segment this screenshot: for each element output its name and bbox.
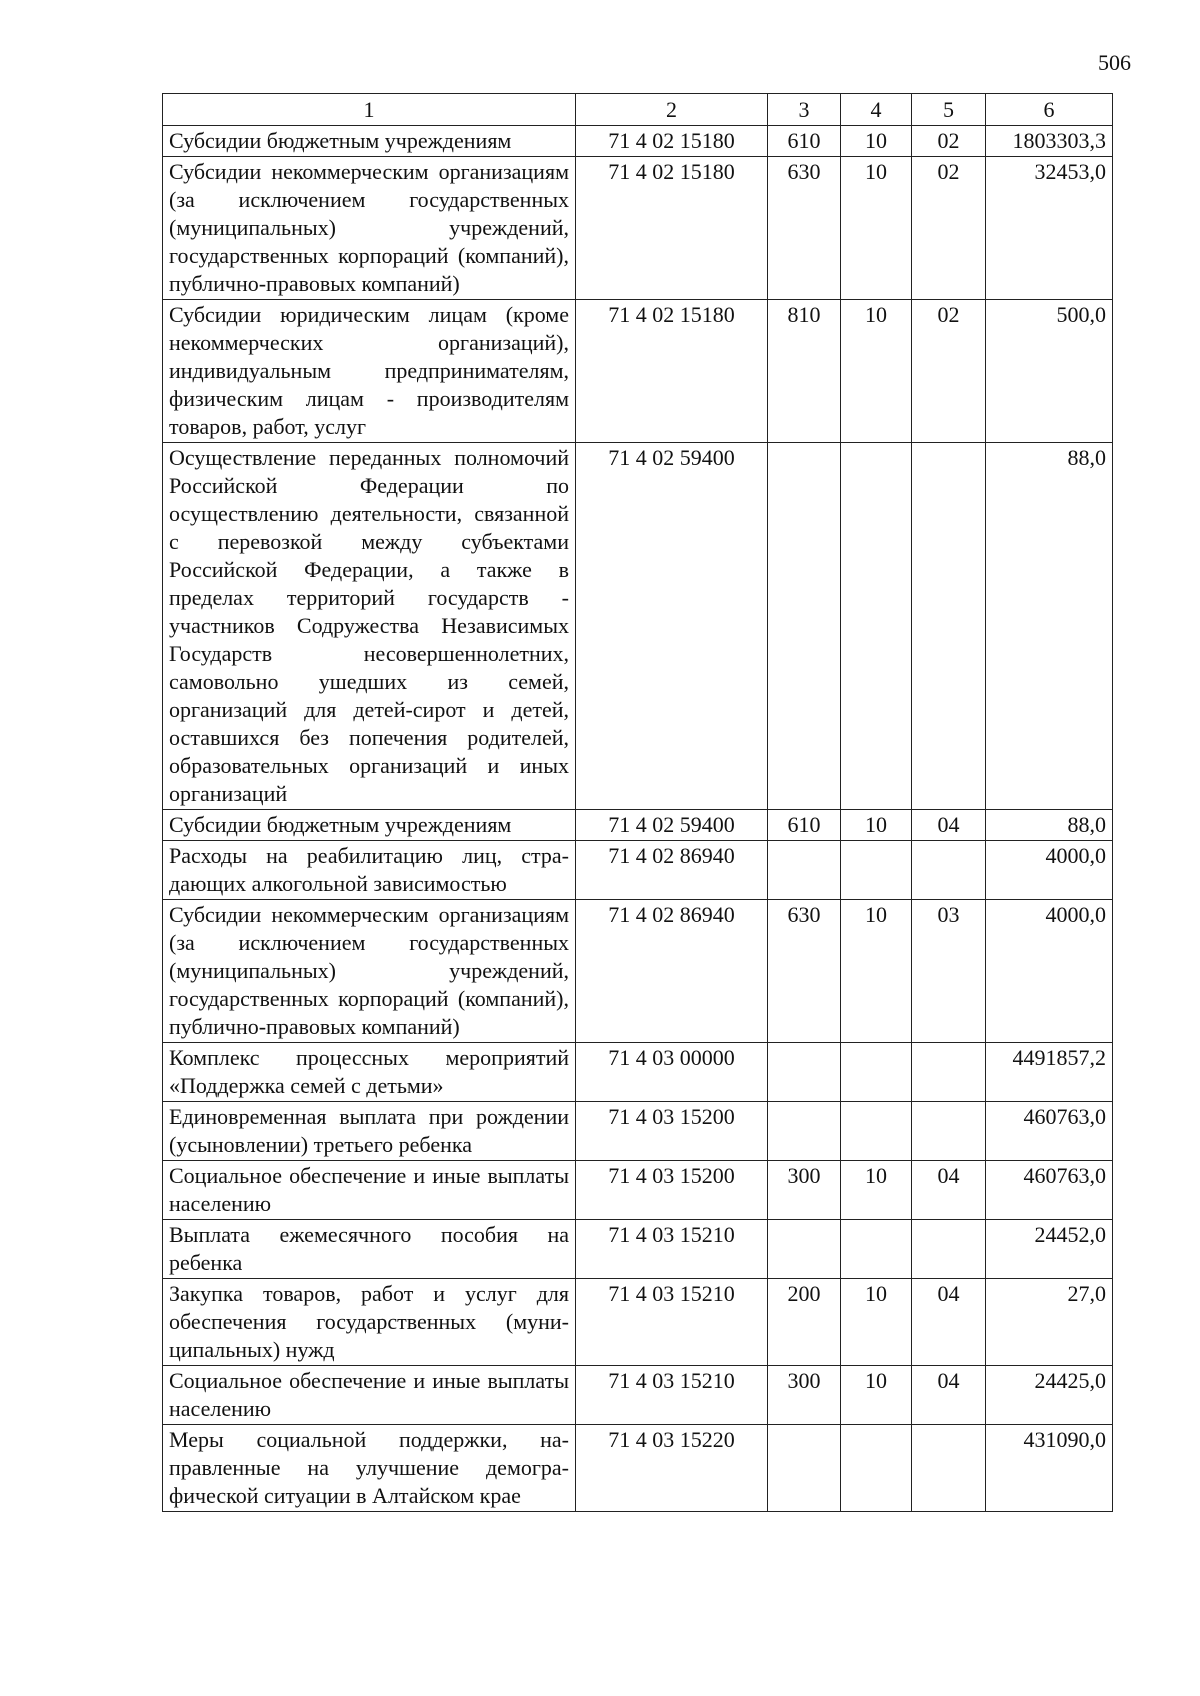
item-name-cell: Выплата ежемесячного пособия на ребенка xyxy=(163,1220,576,1279)
expense-type-cell: 630 xyxy=(768,157,841,300)
section-cell xyxy=(841,841,912,900)
item-name-cell: Субсидии бюджетным учреждениям xyxy=(163,810,576,841)
expense-type-cell xyxy=(768,1220,841,1279)
amount-cell: 24452,0 xyxy=(986,1220,1113,1279)
expense-type-cell xyxy=(768,1043,841,1102)
budget-code-cell: 71 4 02 15180 xyxy=(576,157,768,300)
subsection-cell: 04 xyxy=(912,810,986,841)
section-cell: 10 xyxy=(841,810,912,841)
amount-cell: 431090,0 xyxy=(986,1425,1113,1512)
item-name-cell: Меры социальной поддержки, направленные на улучшение демографической ситуации в Алтайском крае xyxy=(163,1425,576,1512)
item-name-cell: Социальное обеспечение и иные выплаты населению xyxy=(163,1161,576,1220)
item-name-cell: Социальное обеспечение и иные выплаты населению xyxy=(163,1366,576,1425)
table-row xyxy=(163,810,1113,841)
amount-cell: 88,0 xyxy=(986,810,1113,841)
item-name-cell: Субсидии некоммерческим организациям (за исключением государственных (муниципальных) учреждений, государственных корпораций (компаний), публично-правовых компаний) xyxy=(163,157,576,300)
column-header: 3 xyxy=(768,94,841,126)
table-row xyxy=(163,1366,1113,1425)
table-body xyxy=(163,126,1113,1512)
budget-code-cell: 71 4 03 15210 xyxy=(576,1220,768,1279)
amount-cell: 32453,0 xyxy=(986,157,1113,300)
section-cell: 10 xyxy=(841,900,912,1043)
amount-cell: 460763,0 xyxy=(986,1161,1113,1220)
table-row xyxy=(163,900,1113,1043)
expense-type-cell: 810 xyxy=(768,300,841,443)
item-name-cell: Субсидии бюджетным учреждениям xyxy=(163,126,576,157)
subsection-cell: 04 xyxy=(912,1161,986,1220)
item-name-cell: Субсидии юридическим лицам (кроме некоммерческих организаций), индивидуальным предпринимателям, физическим лицам - производителям товаров, работ, услуг xyxy=(163,300,576,443)
item-name-cell: Комплекс процессных мероприятий «Поддержка семей с детьми» xyxy=(163,1043,576,1102)
amount-cell: 500,0 xyxy=(986,300,1113,443)
budget-code-cell: 71 4 03 15200 xyxy=(576,1102,768,1161)
budget-code-cell: 71 4 02 86940 xyxy=(576,900,768,1043)
budget-code-cell: 71 4 03 15210 xyxy=(576,1279,768,1366)
expense-type-cell: 300 xyxy=(768,1366,841,1425)
expense-type-cell: 630 xyxy=(768,900,841,1043)
expense-type-cell xyxy=(768,841,841,900)
column-header: 4 xyxy=(841,94,912,126)
item-name-cell: Осуществление переданных полномочий Российской Федерации по осуществлению деятельности, связанной с перевозкой между субъектами Российской Федерации, а также в пределах территорий государств - участников Содружества Независимых Государств несовершеннолетних, самовольно ушедших из семей, организаций для детей-сирот и детей, оставшихся без попечения родителей, образовательных организаций и иных организаций xyxy=(163,443,576,810)
expense-type-cell: 300 xyxy=(768,1161,841,1220)
table-row xyxy=(163,126,1113,157)
expense-type-cell: 610 xyxy=(768,810,841,841)
budget-code-cell: 71 4 02 86940 xyxy=(576,841,768,900)
subsection-cell: 04 xyxy=(912,1279,986,1366)
budget-code-cell: 71 4 03 00000 xyxy=(576,1043,768,1102)
section-cell: 10 xyxy=(841,1279,912,1366)
budget-code-cell: 71 4 03 15220 xyxy=(576,1425,768,1512)
section-cell: 10 xyxy=(841,126,912,157)
amount-cell: 4000,0 xyxy=(986,900,1113,1043)
section-cell: 10 xyxy=(841,1161,912,1220)
section-cell: 10 xyxy=(841,1366,912,1425)
page-number: 506 xyxy=(1098,50,1131,75)
subsection-cell: 02 xyxy=(912,300,986,443)
table-row xyxy=(163,1102,1113,1161)
expense-type-cell xyxy=(768,443,841,810)
subsection-cell xyxy=(912,1043,986,1102)
table-row xyxy=(163,443,1113,810)
budget-code-cell: 71 4 02 15180 xyxy=(576,126,768,157)
section-cell: 10 xyxy=(841,300,912,443)
amount-cell: 4491857,2 xyxy=(986,1043,1113,1102)
subsection-cell xyxy=(912,1220,986,1279)
subsection-cell: 04 xyxy=(912,1366,986,1425)
budget-table xyxy=(162,93,1113,1512)
item-name-cell: Единовременная выплата при рождении (усыновлении) третьего ребенка xyxy=(163,1102,576,1161)
subsection-cell: 03 xyxy=(912,900,986,1043)
amount-cell: 4000,0 xyxy=(986,841,1113,900)
budget-code-cell: 71 4 02 15180 xyxy=(576,300,768,443)
section-cell xyxy=(841,1425,912,1512)
item-name-cell: Субсидии некоммерческим организациям (за исключением государственных (муниципальных) учреждений, государственных корпораций (компаний), публично-правовых компаний) xyxy=(163,900,576,1043)
subsection-cell xyxy=(912,1425,986,1512)
table-row xyxy=(163,300,1113,443)
budget-code-cell: 71 4 03 15200 xyxy=(576,1161,768,1220)
column-header: 5 xyxy=(912,94,986,126)
budget-code-cell: 71 4 03 15210 xyxy=(576,1366,768,1425)
table-row xyxy=(163,1279,1113,1366)
subsection-cell xyxy=(912,841,986,900)
amount-cell: 88,0 xyxy=(986,443,1113,810)
section-cell: 10 xyxy=(841,157,912,300)
subsection-cell: 02 xyxy=(912,157,986,300)
table-row xyxy=(163,1425,1113,1512)
subsection-cell xyxy=(912,443,986,810)
section-cell xyxy=(841,1220,912,1279)
expense-type-cell xyxy=(768,1425,841,1512)
column-header: 6 xyxy=(986,94,1113,126)
item-name-cell: Расходы на реабилитацию лиц, страдающих алкогольной зависимостью xyxy=(163,841,576,900)
section-cell xyxy=(841,443,912,810)
amount-cell: 24425,0 xyxy=(986,1366,1113,1425)
table-row xyxy=(163,157,1113,300)
column-header: 2 xyxy=(576,94,768,126)
amount-cell: 1803303,3 xyxy=(986,126,1113,157)
column-header: 1 xyxy=(163,94,576,126)
table-row xyxy=(163,841,1113,900)
amount-cell: 27,0 xyxy=(986,1279,1113,1366)
header-row xyxy=(163,94,1113,126)
expense-type-cell: 610 xyxy=(768,126,841,157)
table-row xyxy=(163,1161,1113,1220)
expense-type-cell: 200 xyxy=(768,1279,841,1366)
subsection-cell xyxy=(912,1102,986,1161)
budget-code-cell: 71 4 02 59400 xyxy=(576,810,768,841)
budget-code-cell: 71 4 02 59400 xyxy=(576,443,768,810)
table-row xyxy=(163,1220,1113,1279)
item-name-cell: Закупка товаров, работ и услуг для обеспечения государственных (муниципальных) нужд xyxy=(163,1279,576,1366)
section-cell xyxy=(841,1102,912,1161)
section-cell xyxy=(841,1043,912,1102)
subsection-cell: 02 xyxy=(912,126,986,157)
expense-type-cell xyxy=(768,1102,841,1161)
table-row xyxy=(163,1043,1113,1102)
amount-cell: 460763,0 xyxy=(986,1102,1113,1161)
